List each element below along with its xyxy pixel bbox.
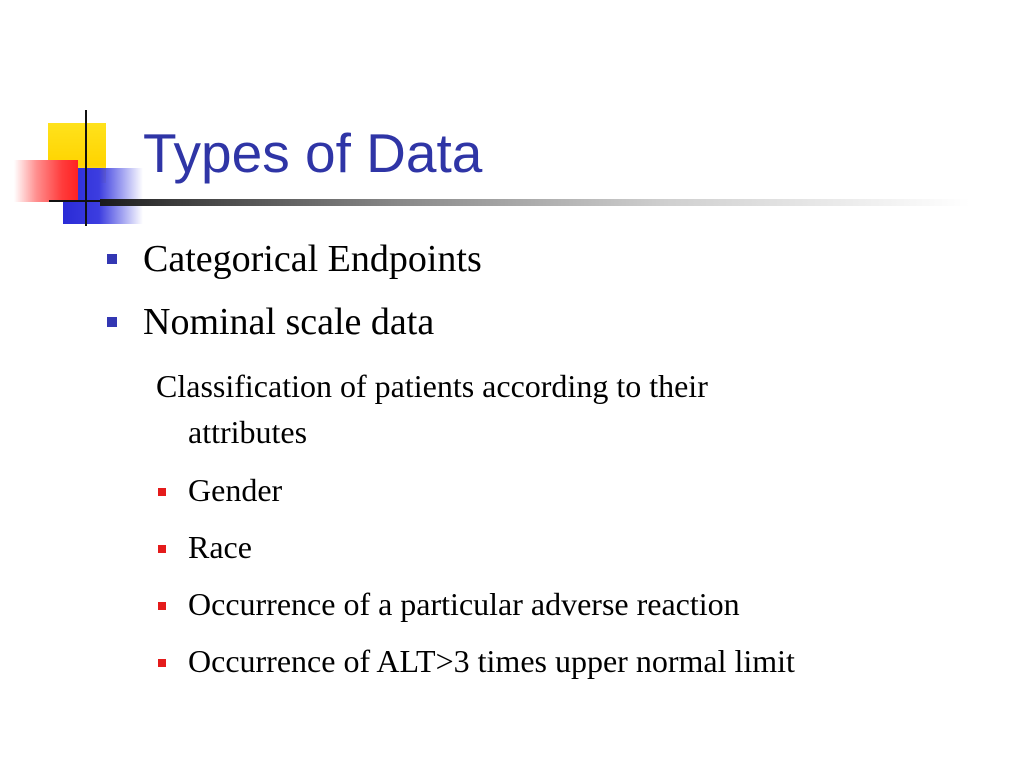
bullet-item [143,237,482,281]
bullet-text: Categorical Endpoints [143,238,482,280]
red-square-shape [14,160,78,202]
sub-paragraph-line: attributes [188,414,308,450]
sub-paragraph-line: Classification of patients according to their [156,368,708,404]
bullet-item [143,300,434,344]
square-bullet-icon [158,602,166,610]
vertical-line-shape [85,110,87,226]
sub-bullet-item [188,586,740,623]
square-bullet-icon [107,254,117,264]
sub-bullet-text: Occurrence of ALT>3 times upper normal limit [188,643,795,679]
slide-title: Types of Data [143,122,483,184]
bullet-text: Nominal scale data [143,301,435,343]
sub-bullet-text: Gender [188,472,283,508]
sub-bullet-item [188,472,282,509]
title-underline [100,199,970,206]
sub-bullet-text: Race [188,529,252,565]
sub-bullet-item [188,529,252,566]
square-bullet-icon [107,317,117,327]
sub-bullet-item [188,643,795,680]
sub-paragraph [156,366,708,456]
square-bullet-icon [158,488,166,496]
sub-bullet-text: Occurrence of a particular adverse reaction [188,586,740,622]
square-bullet-icon [158,545,166,553]
square-bullet-icon [158,659,166,667]
